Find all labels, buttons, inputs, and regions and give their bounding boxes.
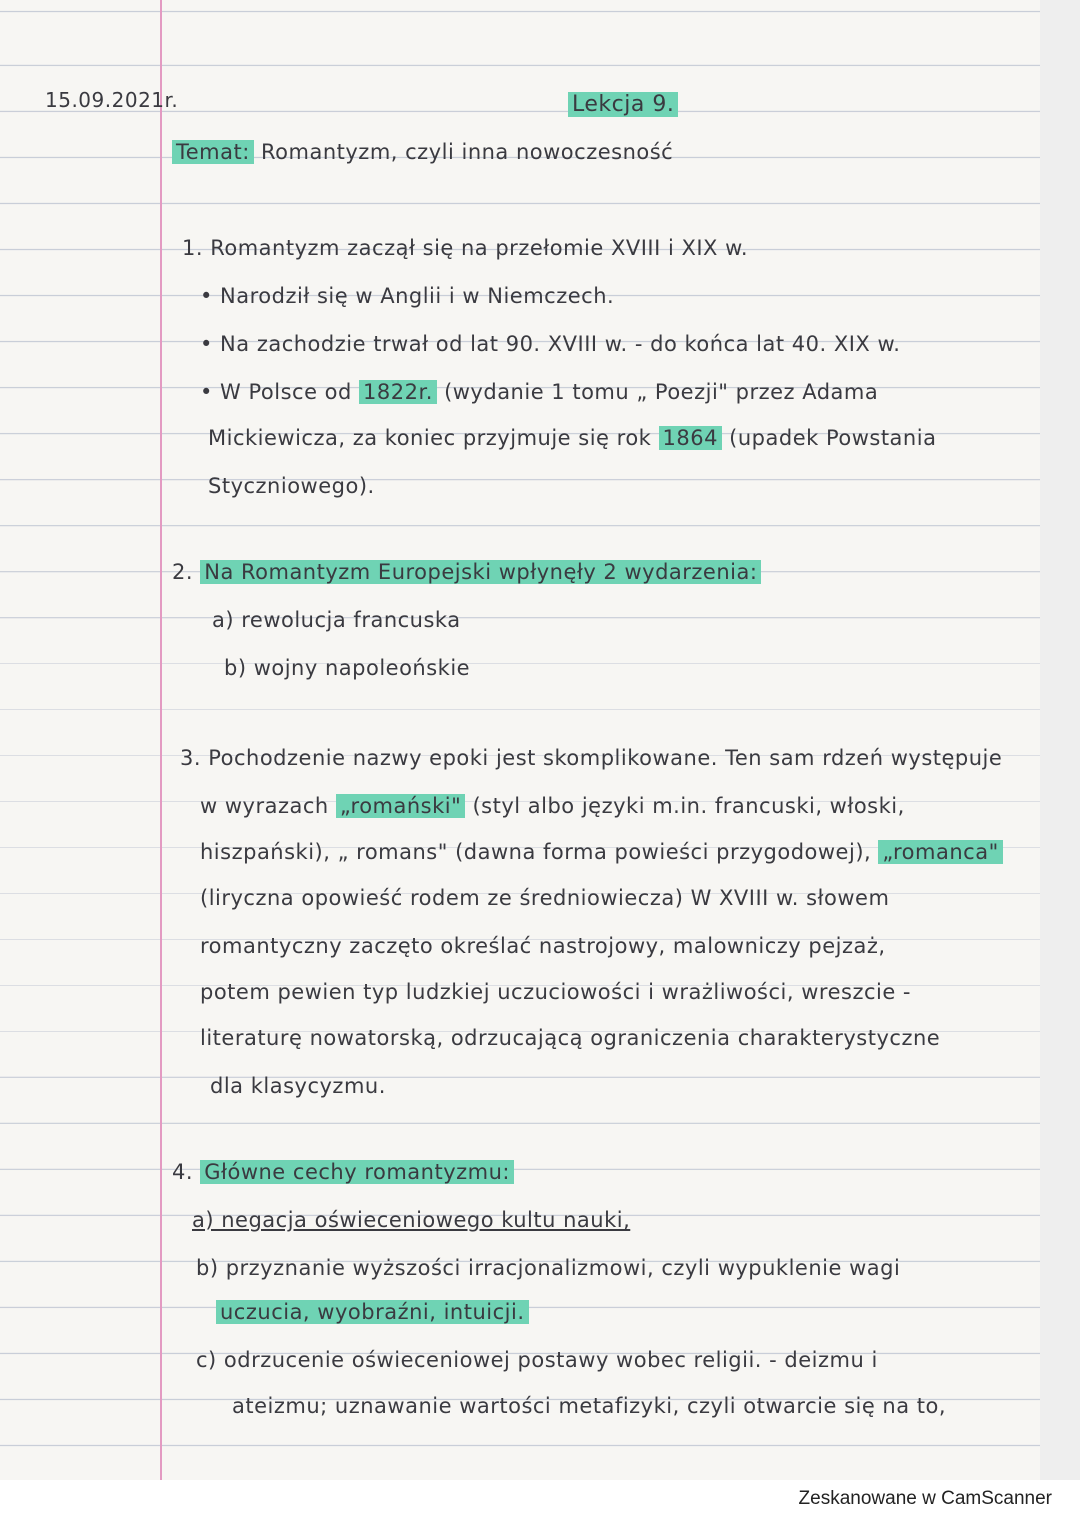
- section2-heading: [172, 560, 761, 584]
- section4-item-a: a) negacja oświeceniowego kultu nauki,: [192, 1208, 631, 1232]
- margin-line: [160, 0, 162, 1480]
- section4-heading-text: Główne cechy romantyzmu:: [200, 1160, 514, 1184]
- scanner-watermark: Zeskanowane w CamScanner: [798, 1488, 1052, 1509]
- lesson-number: Lekcja 9.: [568, 92, 678, 117]
- section4-heading: [172, 1160, 514, 1184]
- section1-line4-start: • W Polsce od: [200, 380, 352, 404]
- section3-line5: romantyczny zaczęto określać nastrojowy, malowniczy pejzaż,: [200, 934, 886, 958]
- section2-item-b: b) wojny napoleońskie: [224, 656, 471, 680]
- section2-number: 2.: [172, 560, 194, 584]
- section1-line4: [200, 380, 878, 404]
- section1-line5: [208, 426, 936, 450]
- section2-heading-text: Na Romantyzm Europejski wpłynęły 2 wydarzenia:: [200, 560, 761, 584]
- section1-line5-end: (upadek Powstania: [729, 426, 937, 450]
- section3-line8: dla klasycyzmu.: [210, 1074, 386, 1098]
- section4-number: 4.: [172, 1160, 194, 1184]
- section3-line1: 3. Pochodzenie nazwy epoki jest skomplikowane. Ten sam rdzeń występuje: [180, 746, 1003, 770]
- section3-line7: literaturę nowatorską, odrzucającą ograniczenia charakterystyczne: [200, 1026, 941, 1050]
- year-1864: 1864: [659, 426, 722, 450]
- topic-text: Romantyzm, czyli inna nowoczesność: [261, 140, 674, 164]
- section1-line3: • Na zachodzie trwał od lat 90. XVIII w. - do końca lat 40. XIX w.: [200, 332, 901, 356]
- section1-line6: Styczniowego).: [208, 474, 375, 498]
- section4-item-c-line1: c) odrzucenie oświeceniowej postawy wobec religii. - deizmu i: [196, 1348, 878, 1372]
- section3-line3: [200, 840, 1003, 864]
- section3-line2-end: (styl albo języki m.in. francuski, włoski,: [472, 794, 905, 818]
- section1-line2: • Narodził się w Anglii i w Niemczech.: [200, 284, 615, 308]
- section1-line1: 1. Romantyzm zaczął się na przełomie XVIII i XIX w.: [182, 236, 749, 260]
- section3-line6: potem pewien typ ludzkiej uczuciowości i wrażliwości, wreszcie -: [200, 980, 912, 1004]
- section2-item-a: a) rewolucja francuska: [212, 608, 461, 632]
- section1-line5-start: Mickiewicza, za koniec przyjmuje się rok: [208, 426, 652, 450]
- section3-line4: (liryczna opowieść rodem ze średniowiecza) W XVIII w. słowem: [200, 886, 890, 910]
- section3-line2: [200, 794, 905, 818]
- section4-item-b-line2: uczucia, wyobraźni, intuicji.: [216, 1300, 529, 1324]
- topic-line: [172, 140, 673, 164]
- section4-item-b-line1: b) przyznanie wyższości irracjonalizmowi, czyli wypuklenie wagi: [196, 1256, 901, 1280]
- word-romanca: „romanca": [878, 840, 1002, 864]
- year-1822: 1822r.: [359, 380, 437, 404]
- word-romanski: „romański": [336, 794, 465, 818]
- topic-label: Temat:: [172, 140, 254, 164]
- page-edge-shadow: [1040, 0, 1080, 1480]
- lesson-date: 15.09.2021r.: [45, 88, 179, 112]
- section3-line2-start: w wyrazach: [200, 794, 329, 818]
- section1-line4-end: (wydanie 1 tomu „ Poezji" przez Adama: [444, 380, 879, 404]
- section3-line3-start: hiszpański), „ romans" (dawna forma powieści przygodowej),: [200, 840, 872, 864]
- section4-item-c-line2: ateizmu; uznawanie wartości metafizyki, czyli otwarcie się na to,: [232, 1394, 947, 1418]
